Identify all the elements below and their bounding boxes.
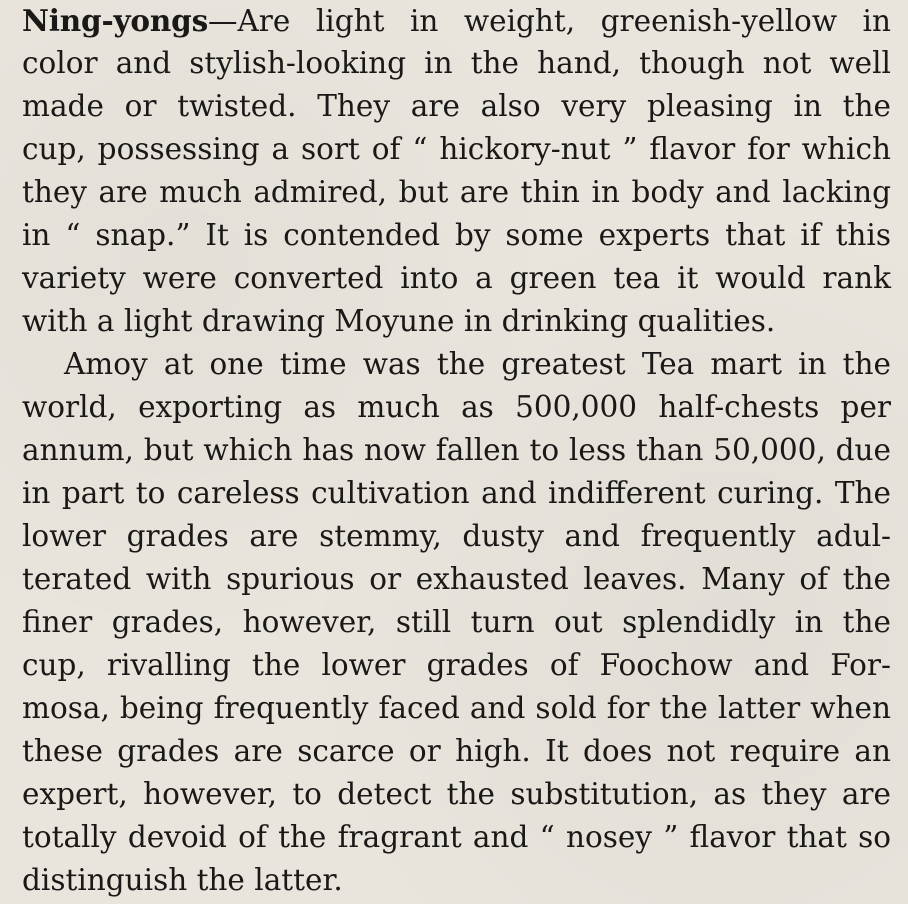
text-line: variety were converted into a green tea it would rank [22,261,891,295]
text-line-fragment: —Are light in weight, greenish-yellow in [208,4,891,38]
text-line: lower grades are stemmy, dusty and frequently adul- [22,519,891,553]
text-line: terated with spurious or exhausted leaves. Many of the [22,562,891,596]
text-line: finer grades, however, still turn out splendidly in the [22,605,891,639]
text-line: cup, possessing a sort of “ hickory-nut ” flavor for which [22,132,891,166]
text-line: world, exporting as much as 500,000 half-chests per [22,390,891,424]
text-line: with a light drawing Moyune in drinking qualities. [22,304,776,338]
text-line: in “ snap.” It is contended by some experts that if this [22,218,891,252]
text-line: distinguish the latter. [22,863,343,897]
text-line: in part to careless cultivation and indifferent curing. The [22,476,891,510]
text-line: made or twisted. They are also very pleasing in the [22,89,891,123]
text-line: expert, however, to detect the substitution, as they are [22,777,891,811]
text-line: color and stylish-looking in the hand, though not well [22,46,891,80]
text-line: annum, but which has now fallen to less than 50,000, due [22,433,891,467]
text-line: totally devoid of the fragrant and “ nosey ” flavor that so [22,820,891,854]
text-line: these grades are scarce or high. It does not require an [22,734,891,768]
text-line: Amoy at one time was the greatest Tea mart in the [64,347,891,381]
text-line: cup, rivalling the lower grades of Foochow and For- [22,648,891,682]
text-line: they are much admired, but are thin in body and lacking [22,175,891,209]
book-page [22,0,894,904]
run-in-heading: Ning-yongs [22,3,208,38]
text-line: mosa, being frequently faced and sold for the latter when [22,691,891,725]
text-line [22,0,891,42]
